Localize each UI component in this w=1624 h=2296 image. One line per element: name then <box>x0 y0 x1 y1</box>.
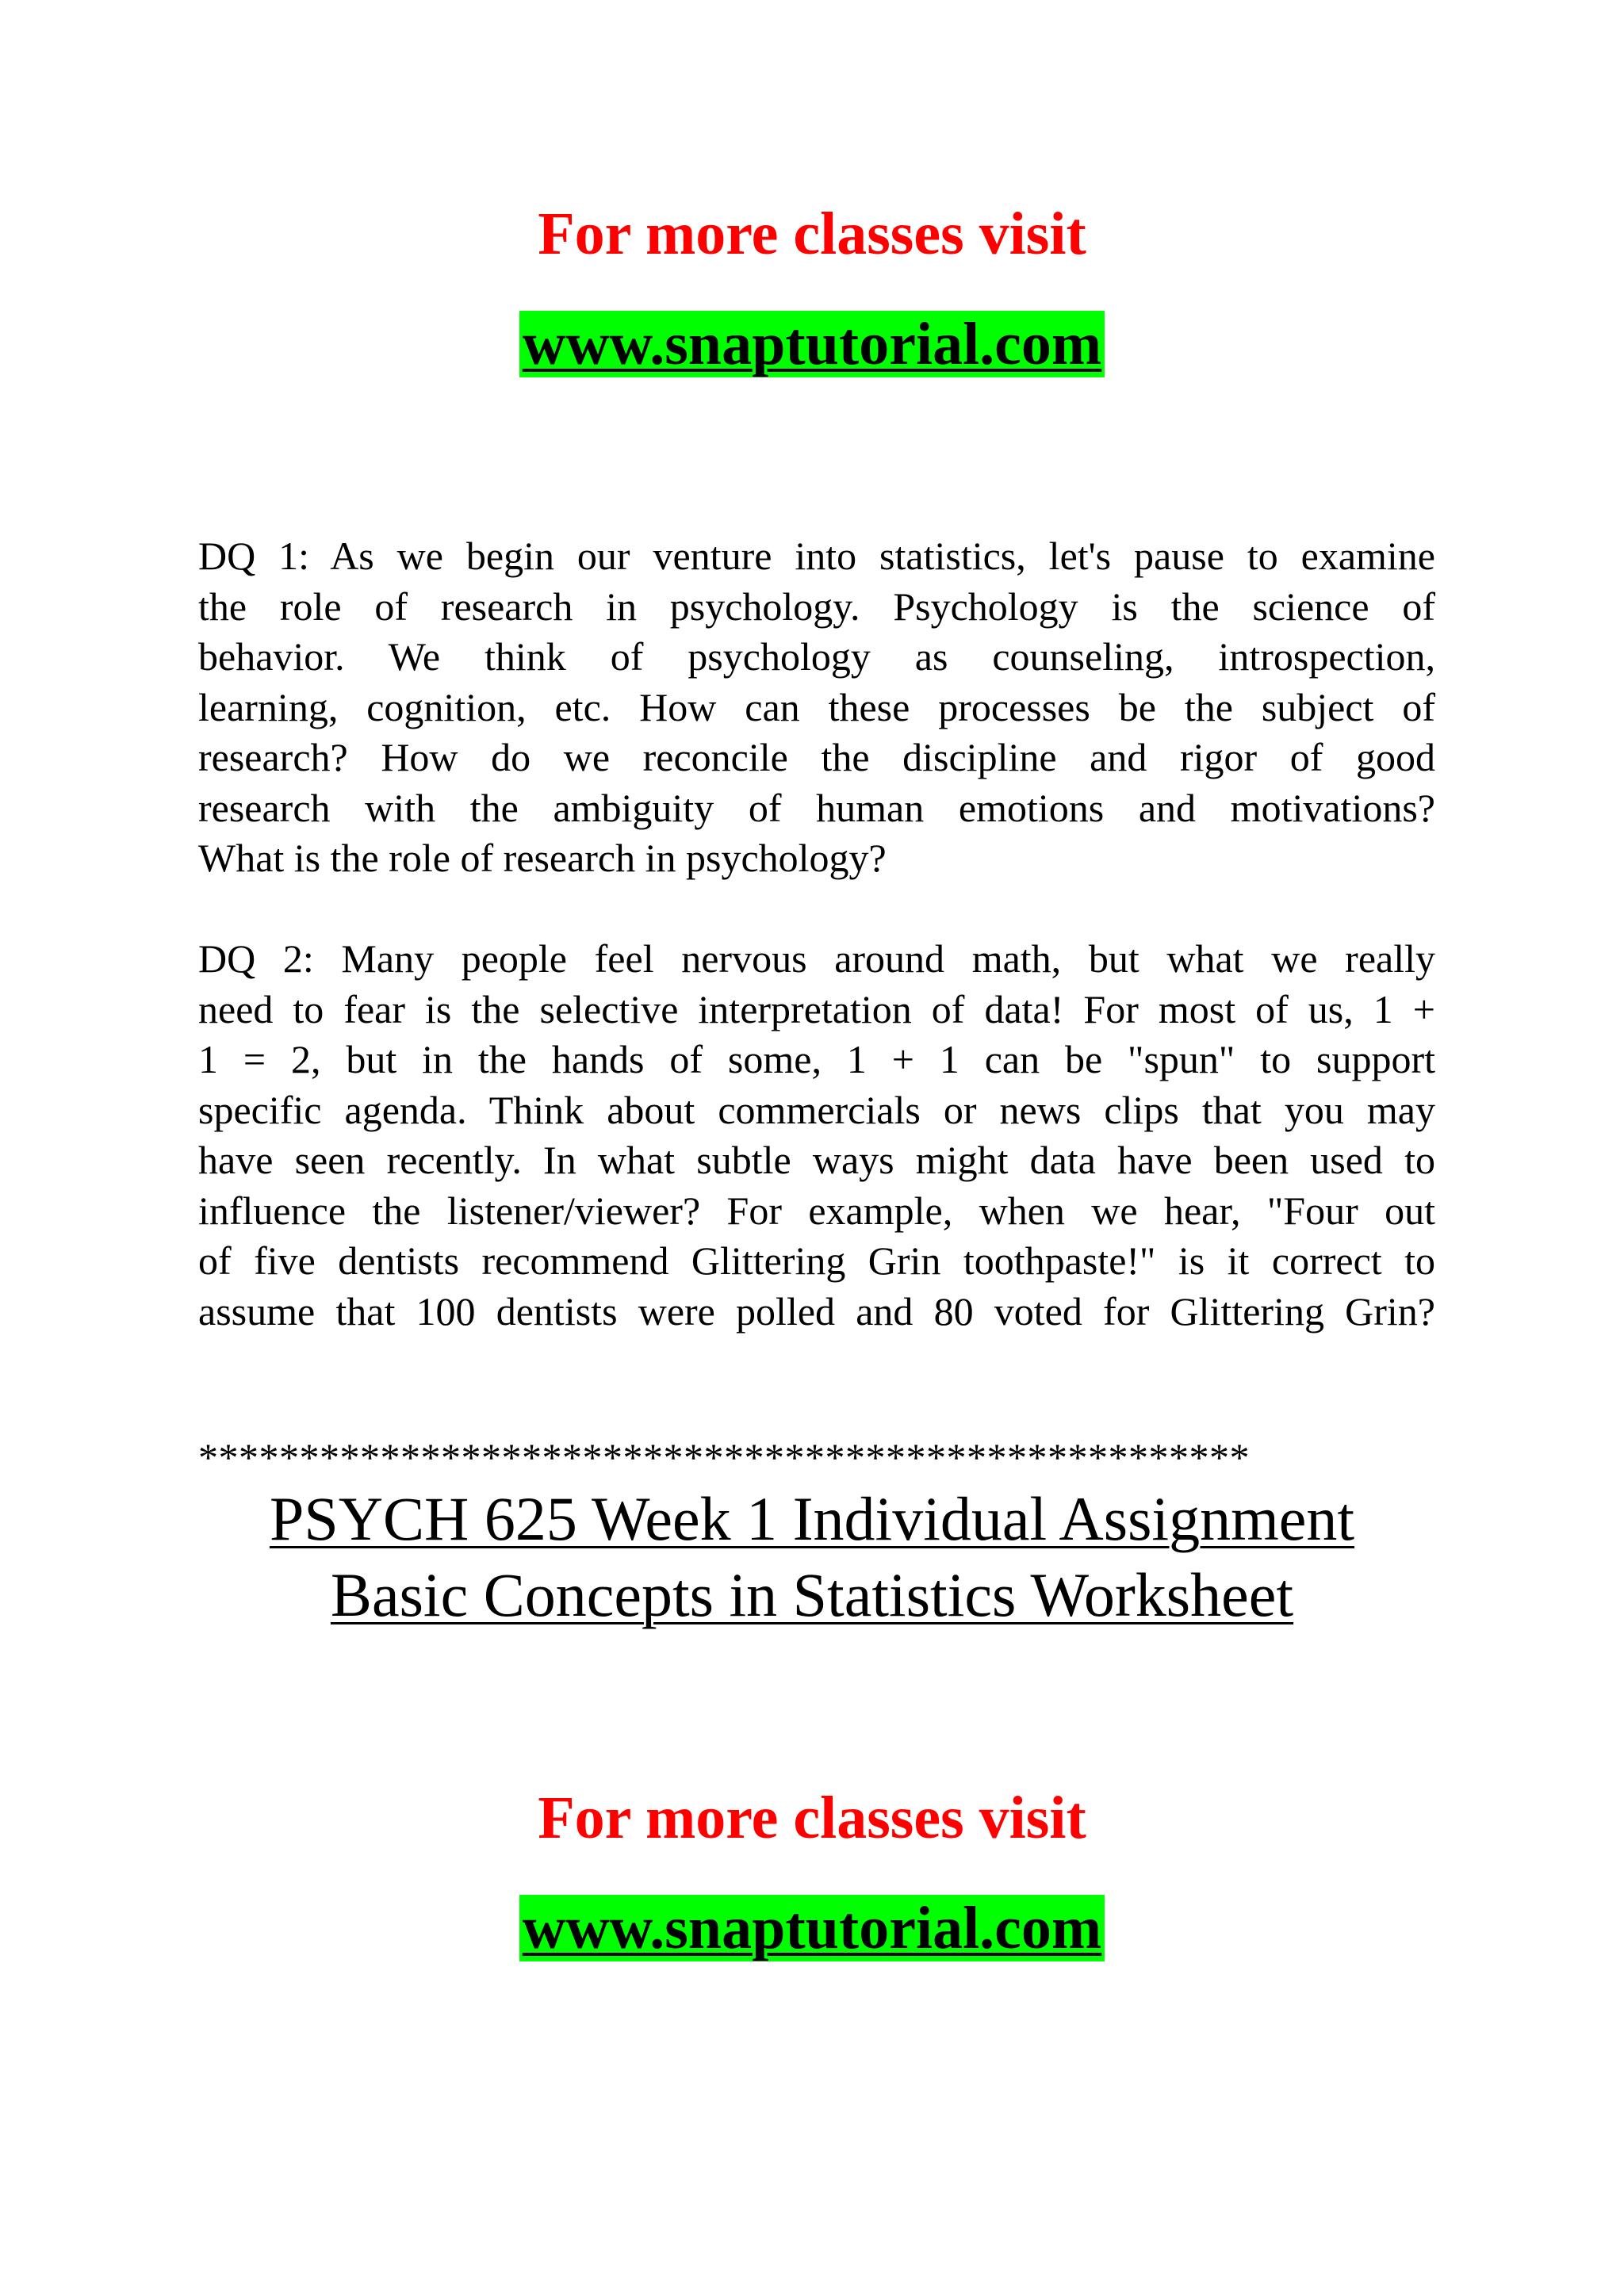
promo-heading: For more classes visit <box>538 201 1086 267</box>
assignment-title <box>0 1481 1624 1633</box>
snaptutorial-link[interactable]: www.snaptutorial.com <box>519 311 1105 377</box>
dq2-line: assume that 100 dentists were polled and 80 voted for Glittering Grin? <box>198 1288 1435 1334</box>
snaptutorial-link[interactable]: www.snaptutorial.com <box>519 1895 1105 1961</box>
dq2-paragraph <box>198 934 1435 1337</box>
dq1-line: DQ 1: As we begin our venture into statistics, let's pause to examine <box>198 534 1435 578</box>
asterisk-separator: **************************************************** <box>198 1435 1250 1479</box>
header-promo-link-row <box>0 311 1624 377</box>
dq1-line: behavior. We think of psychology as counseling, introspection, <box>198 634 1435 679</box>
dq2-line: 1 = 2, but in the hands of some, 1 + 1 can be "spun" to support <box>198 1037 1435 1081</box>
dq1-paragraph <box>198 531 1435 884</box>
assignment-title-line2[interactable]: Basic Concepts in Statistics Worksheet <box>330 1560 1294 1629</box>
dq2-line: specific agenda. Think about commercials or news clips that you may <box>198 1087 1435 1132</box>
header-promo <box>0 198 1624 270</box>
assignment-title-line1[interactable]: PSYCH 625 Week 1 Individual Assignment <box>269 1484 1355 1553</box>
footer-promo-link-row <box>0 1895 1624 1961</box>
dq1-line: research? How do we reconcile the discipline and rigor of good <box>198 735 1435 779</box>
dq1-line: the role of research in psychology. Psychology is the science of <box>198 584 1435 629</box>
footer-promo <box>0 1782 1624 1854</box>
dq2-line: DQ 2: Many people feel nervous around math, but what we really <box>198 936 1435 981</box>
dq2-line: need to fear is the selective interpretation of data! For most of us, 1 + <box>198 986 1435 1031</box>
dq1-line: What is the role of research in psychology? <box>198 836 887 880</box>
dq1-line: research with the ambiguity of human emotions and motivations? <box>198 785 1435 830</box>
dq2-line: of five dentists recommend Glittering Grin toothpaste!" is it correct to <box>198 1238 1435 1283</box>
promo-heading: For more classes visit <box>538 1785 1086 1851</box>
dq2-line: influence the listener/viewer? For example, when we hear, "Four out <box>198 1188 1435 1233</box>
dq1-line: learning, cognition, etc. How can these processes be the subject of <box>198 684 1435 729</box>
dq2-line: have seen recently. In what subtle ways might data have been used to <box>198 1138 1435 1182</box>
